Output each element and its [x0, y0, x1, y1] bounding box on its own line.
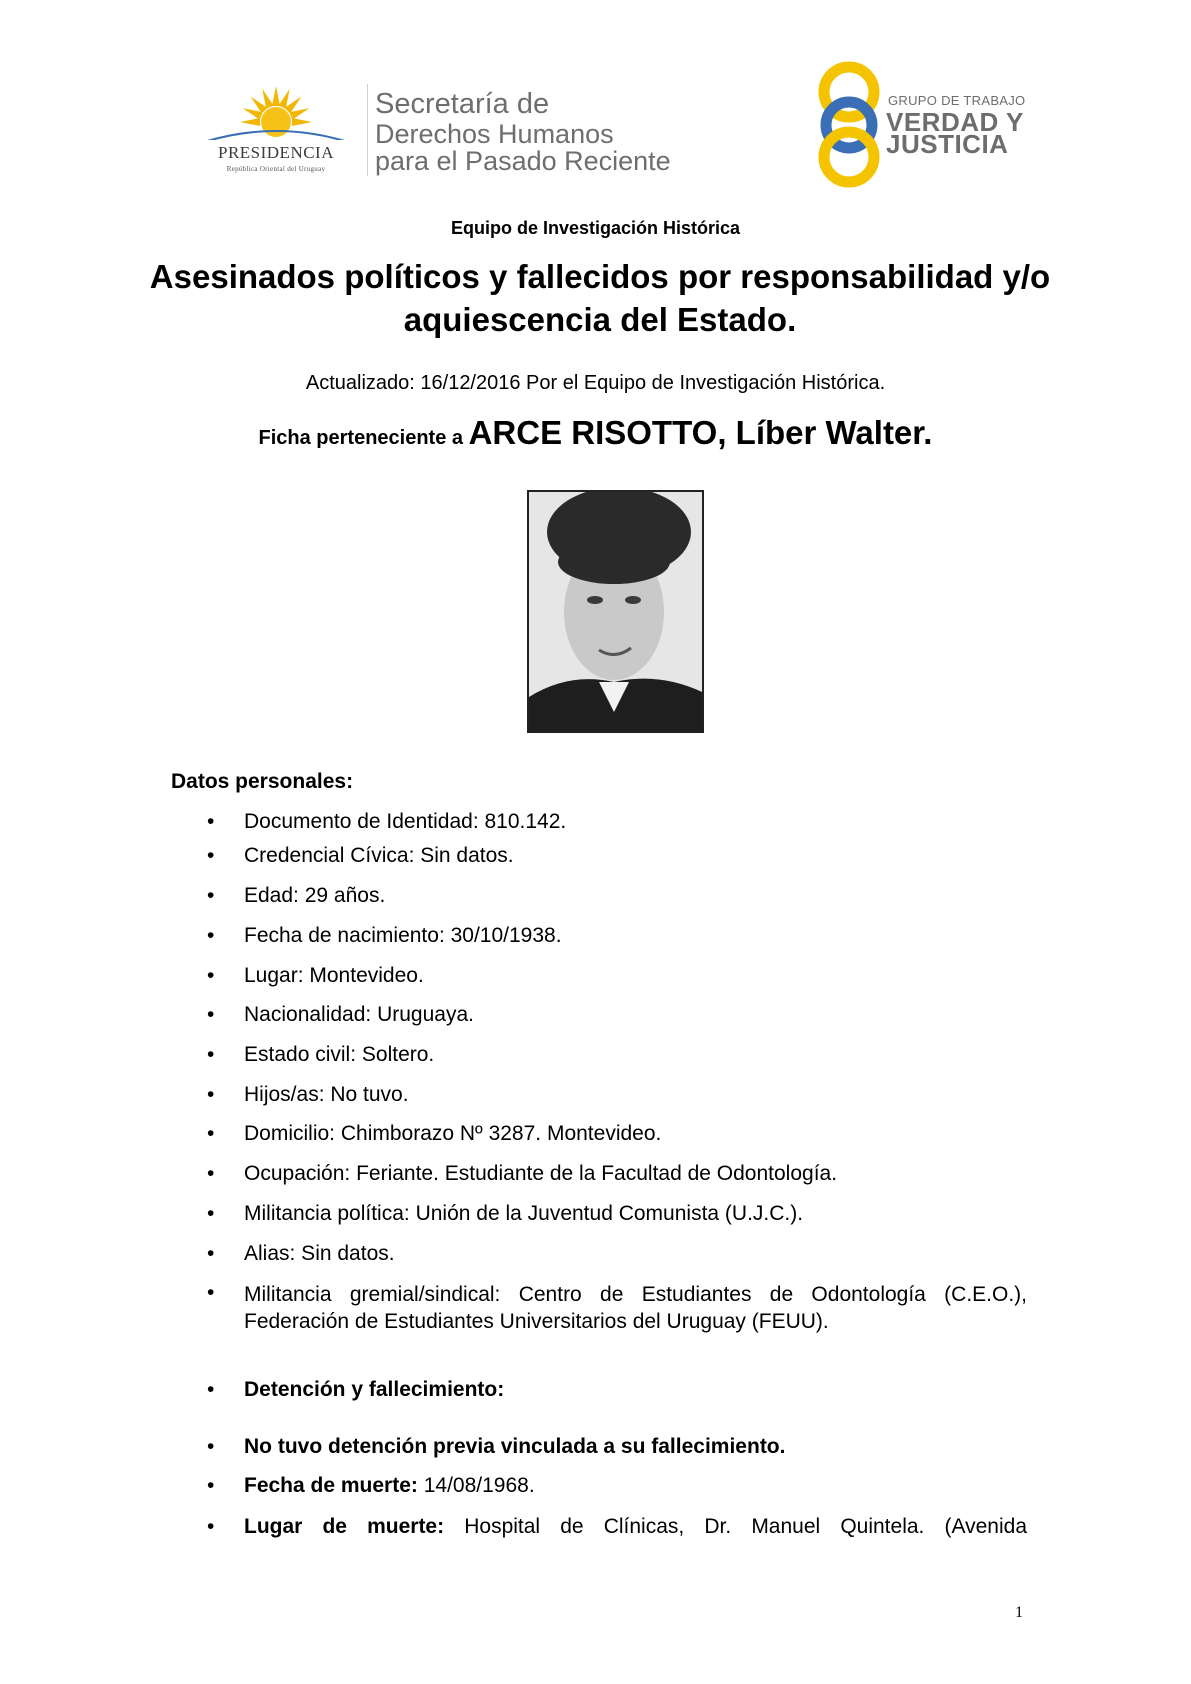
bullet: • — [207, 884, 215, 907]
list-item-text: Hijos/as: No tuvo. — [244, 1083, 409, 1106]
detention-heading-text: Detención y fallecimiento: — [244, 1378, 505, 1401]
portrait-icon — [529, 492, 702, 731]
list-item-text: Alias: Sin datos. — [244, 1242, 395, 1265]
list-item-text: Fecha de nacimiento: 30/10/1938. — [244, 924, 562, 947]
sun-icon — [196, 86, 356, 144]
secretaria-line1: Secretaría de — [375, 88, 550, 120]
death-place-value: Hospital de Clínicas, Dr. Manuel Quintela. (Avenida — [444, 1515, 1027, 1538]
bullet: • — [207, 1515, 215, 1538]
team-heading: Equipo de Investigación Histórica — [450, 218, 741, 238]
death-place — [244, 1515, 1027, 1539]
bullet: • — [207, 810, 215, 833]
page-number: 1 — [1015, 1604, 1023, 1621]
presidencia-subtitle: República Oriental del Uruguay — [226, 165, 326, 173]
death-date-value: 14/08/1968. — [417, 1474, 535, 1497]
bullet: • — [207, 1202, 215, 1225]
bullet: • — [207, 924, 215, 947]
death-date — [244, 1474, 1027, 1498]
no-detention — [244, 1435, 1027, 1459]
bullet: • — [207, 1378, 215, 1401]
bullet: • — [207, 844, 215, 867]
list-item-text: Estado civil: Soltero. — [244, 1043, 435, 1066]
list-item-text: Militancia gremial/sindical: Centro de Estudiantes de Odontología (C.E.O.), Federación de Estudiantes Universitarios del Uruguay (FEUU). — [244, 1283, 1027, 1333]
page-title: Asesinados políticos y fallecidos por responsabilidad y/o aquiescencia del Estado. — [149, 258, 1051, 338]
portrait-photo — [527, 490, 704, 733]
bullet: • — [207, 1162, 215, 1185]
list-item-text: Credencial Cívica: Sin datos. — [244, 844, 514, 867]
grupo-line2: VERDAD Y — [886, 107, 1024, 137]
presidencia-sun-logo — [196, 82, 356, 178]
bullet: • — [207, 1043, 215, 1066]
secretaria-line3: para el Pasado Reciente — [375, 146, 671, 176]
ficha-name: ARCE RISOTTO, Líber Walter. — [468, 414, 933, 451]
list-item-text: Nacionalidad: Uruguaya. — [244, 1003, 474, 1026]
bullet: • — [207, 1003, 215, 1026]
presidencia-name: PRESIDENCIA — [217, 143, 334, 162]
grupo-line1: GRUPO DE TRABAJO — [888, 93, 1026, 108]
list-item-text: Domicilio: Chimborazo Nº 3287. Montevideo. — [244, 1122, 662, 1145]
logo-divider — [367, 84, 368, 176]
bullet: • — [207, 1281, 215, 1304]
list-item-text: Militancia política: Unión de la Juventud Comunista (U.J.C.). — [244, 1202, 804, 1225]
list-item-text: Lugar: Montevideo. — [244, 964, 424, 987]
interlocked-rings-icon — [812, 60, 890, 188]
bullet: • — [207, 1242, 215, 1265]
section-heading: Datos personales: — [171, 770, 354, 793]
updated-line: Actualizado: 16/12/2016 Por el Equipo de Investigación Histórica. — [305, 372, 886, 394]
ficha-prefix: Ficha perteneciente a — [258, 427, 469, 449]
ficha-heading — [0, 414, 1191, 452]
bullet: • — [207, 1083, 215, 1106]
secretaria-line2: Derechos Humanos — [375, 119, 614, 149]
bullet: • — [207, 1474, 215, 1497]
list-item-text: Ocupación: Feriante. Estudiante de la Facultad de Odontología. — [244, 1162, 838, 1185]
list-item-text: Edad: 29 años. — [244, 884, 386, 907]
bullet: • — [207, 964, 215, 987]
grupo-line3: JUSTICIA — [886, 129, 1009, 159]
detention-heading — [244, 1378, 1027, 1402]
no-detention-text: No tuvo detención previa vinculada a su fallecimiento. — [244, 1435, 786, 1458]
death-place-label: Lugar de muerte: — [244, 1515, 445, 1538]
list-item-text: Documento de Identidad: 810.142. — [244, 810, 567, 833]
bullet: • — [207, 1435, 215, 1458]
bullet: • — [207, 1122, 215, 1145]
death-date-label: Fecha de muerte: — [244, 1474, 418, 1497]
